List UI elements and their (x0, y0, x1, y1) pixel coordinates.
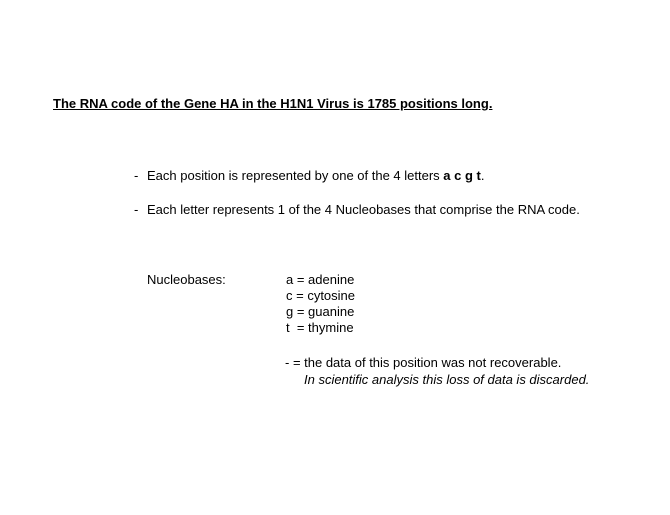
bullet-period: . (480, 168, 485, 183)
nucleobase-list (286, 272, 355, 336)
bullet-text: Each position is represented by one of the 4 letters (147, 168, 444, 183)
bullet-letters (134, 168, 485, 183)
nucleobase-item-cytosine: c = cytosine (286, 288, 356, 303)
bullet-text: Each letter represents 1 of the 4 Nucleobases that comprise the RNA code. (147, 202, 580, 217)
letters-bold: a c g t (443, 168, 481, 183)
nucleobases-label: Nucleobases: (147, 272, 226, 287)
bullet-nucleobases (134, 202, 580, 217)
page-title: The RNA code of the Gene HA in the H1N1 Virus is 1785 positions long. (53, 96, 493, 111)
missing-data-note (285, 354, 589, 388)
nucleobase-item-guanine: g = guanine (286, 304, 355, 319)
nucleobase-item-adenine: a = adenine (286, 272, 355, 287)
bullet-dash: - (134, 202, 139, 217)
nucleobase-item-thymine: t = thymine (286, 320, 354, 335)
bullet-dash: - (134, 168, 139, 183)
missing-data-detail: In scientific analysis this loss of data is discarded. (304, 372, 590, 387)
missing-data-text: - = the data of this position was not recoverable. (285, 355, 562, 370)
